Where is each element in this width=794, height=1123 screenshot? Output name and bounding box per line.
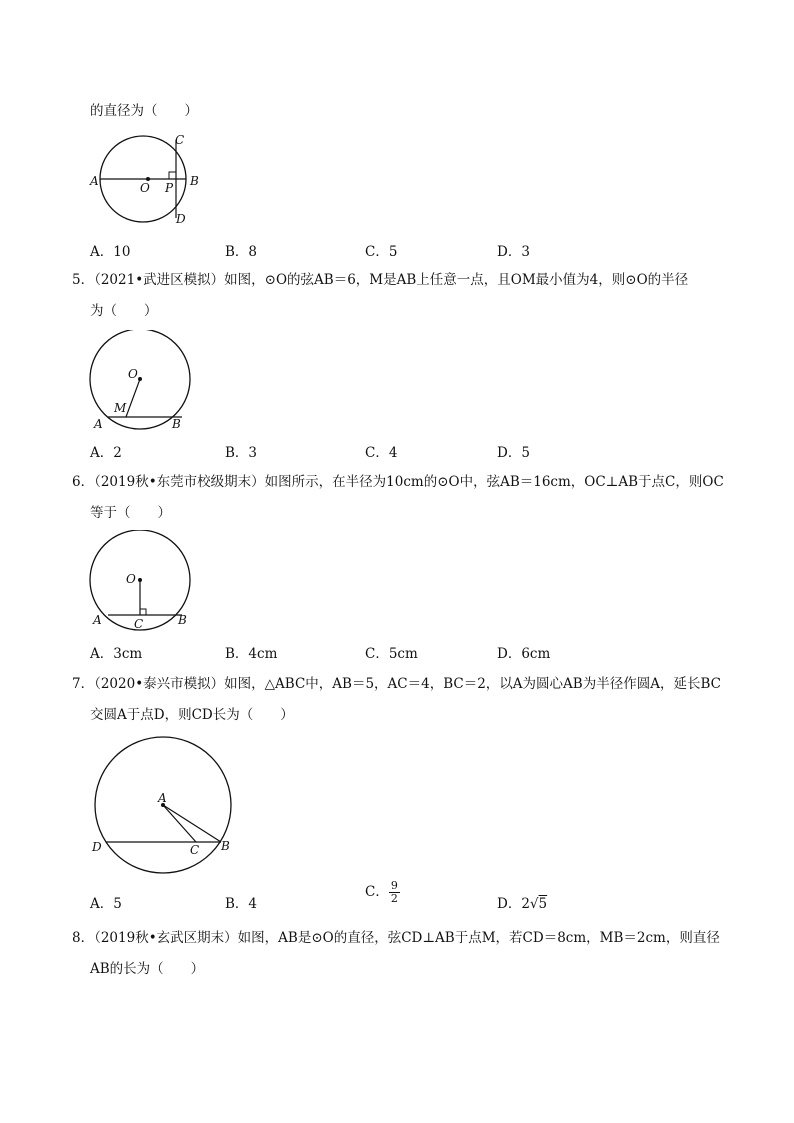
q5-figure [88, 330, 208, 436]
q7-option-d[interactable] [497, 892, 547, 912]
q5-question-line2: 为（ ） [90, 303, 158, 319]
q4-label-c: C [175, 133, 185, 147]
q5-question-line1: 5．（2021•武进区模拟）如图，⊙O的弦AB＝6，M是AB上任意一点，且OM最小值为4，则⊙O的半径 [72, 272, 689, 288]
q7-option-d-prefix: D．2 [497, 896, 530, 912]
q4-option-d[interactable]: D．3 [497, 244, 530, 260]
q5-label-m: M [114, 401, 127, 415]
q7-option-c[interactable] [365, 880, 400, 905]
q7-options [90, 879, 710, 914]
q6-label-a: A [93, 613, 102, 627]
q4-label-o: O [140, 181, 150, 195]
q5-option-a[interactable]: A．2 [90, 445, 122, 461]
q6-option-d[interactable]: D．6cm [497, 646, 551, 662]
q4-option-a[interactable]: A．10 [90, 244, 131, 260]
q6-figure [88, 530, 208, 634]
q4-label-b: B [190, 174, 199, 188]
q4-options [90, 240, 710, 262]
q7-option-d-radicand: 5 [538, 896, 548, 912]
q8-question-line1: 8．（2019秋•玄武区期末）如图，AB是⊙O的直径，弦CD⊥AB于点M，若CD＝8cm，MB＝2cm，则直径 [72, 930, 720, 946]
q6-option-a[interactable]: A．3cm [90, 646, 143, 662]
q4-label-a: A [90, 174, 99, 188]
q4-option-c[interactable]: C．5 [365, 244, 398, 260]
q7-option-c-numerator: 9 [390, 879, 398, 892]
q5-option-d[interactable]: D．5 [497, 445, 530, 461]
q7-figure [88, 735, 248, 883]
q5-option-c[interactable]: C．4 [365, 445, 398, 461]
q6-question-line2: 等于（ ） [90, 505, 171, 521]
q4-option-b[interactable]: B．8 [225, 244, 258, 260]
q6-options [90, 642, 710, 664]
q6-question-line1: 6．（2019秋•东莞市校级期末）如图所示，在半径为10cm的⊙O中，弦AB＝16cm，OC⊥AB于点C，则OC [72, 474, 724, 490]
q4-question-text: 的直径为（ ） [90, 103, 198, 119]
q7-label-a: A [158, 791, 167, 805]
q7-option-a[interactable]: A．5 [90, 896, 122, 912]
q7-option-c-fraction [389, 880, 400, 905]
q6-option-c[interactable]: C．5cm [365, 646, 418, 662]
sqrt-icon: √ [529, 896, 539, 912]
q5-label-a: A [94, 417, 103, 431]
q4-label-d: D [176, 212, 186, 226]
q6-label-b: B [178, 613, 187, 627]
q6-label-o: O [126, 572, 136, 586]
q5-options [90, 441, 710, 463]
q5-option-b[interactable]: B．3 [225, 445, 258, 461]
q7-question-line2: 交圆A于点D，则CD长为（ ） [90, 707, 294, 723]
q7-label-c: C [190, 843, 200, 857]
q7-option-b[interactable]: B．4 [225, 896, 258, 912]
q4-label-p: P [165, 181, 174, 195]
q5-label-b: B [172, 417, 181, 431]
q6-option-b[interactable]: B．4cm [225, 646, 278, 662]
q7-option-c-prefix: C． [365, 884, 389, 900]
q5-label-o: O [128, 367, 138, 381]
q7-option-c-denominator: 2 [390, 892, 398, 905]
q7-label-b: B [221, 839, 230, 853]
q7-label-d: D [92, 840, 102, 854]
q6-label-c: C [134, 617, 144, 631]
q7-question-line1: 7．（2020•泰兴市模拟）如图，△ABC中，AB＝5，AC＝4，BC＝2，以A为圆心AB为半径作圆A，延长BC [72, 676, 721, 692]
q4-figure [88, 130, 218, 230]
q8-question-line2: AB的长为（ ） [90, 961, 205, 977]
